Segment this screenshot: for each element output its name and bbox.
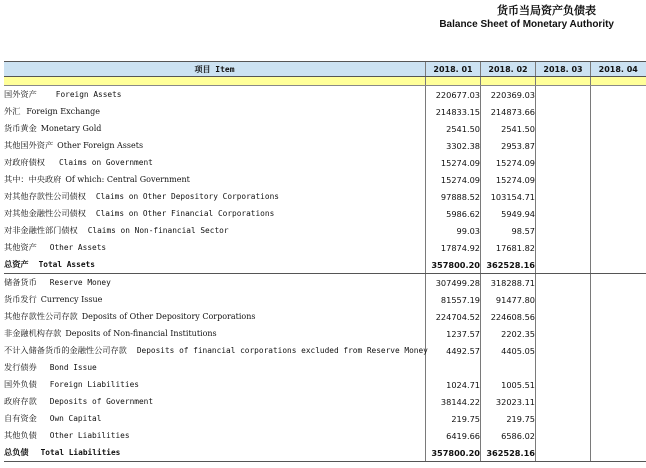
- table-row: [4, 325, 646, 342]
- row-label: [4, 86, 426, 104]
- value-cell-period-2: 224608.56: [481, 308, 536, 325]
- row-label: [4, 359, 426, 376]
- row-label-zh: 其中：中央政府: [4, 174, 62, 184]
- title-en: Balance Sheet of Monetary Authority: [439, 19, 614, 30]
- value-cell-period-2: 17681.82: [481, 239, 536, 256]
- row-label-en: Total Assets: [38, 260, 95, 269]
- value-cell-period-4: [591, 427, 646, 444]
- table-row: [4, 359, 646, 376]
- value-cell-period-4: [591, 120, 646, 137]
- value-cell-period-2: 91477.80: [481, 291, 536, 308]
- balance-sheet-table: [4, 61, 646, 462]
- row-label: [4, 427, 426, 444]
- value-cell-period-1: 224704.52: [426, 308, 481, 325]
- value-cell-period-1: 3302.38: [426, 137, 481, 154]
- row-label-en: Foreign Assets: [55, 90, 122, 99]
- row-label: [4, 239, 426, 256]
- value-cell-period-4: [591, 410, 646, 427]
- subheader-cell: [536, 77, 591, 86]
- row-label-zh: 其他负债: [4, 430, 37, 440]
- row-label: [4, 393, 426, 410]
- row-label: [4, 342, 426, 359]
- row-label-en: Deposits of financial corporations excluded from Reserve Money: [136, 346, 428, 355]
- value-cell-period-4: [591, 359, 646, 376]
- value-cell-period-4: [591, 205, 646, 222]
- value-cell-period-4: [591, 256, 646, 274]
- value-cell-period-1: [426, 359, 481, 376]
- value-cell-period-1: 1237.57: [426, 325, 481, 342]
- value-cell-period-2: 362528.16: [481, 444, 536, 462]
- row-label: [4, 222, 426, 239]
- value-cell-period-4: [591, 188, 646, 205]
- value-cell-period-2: 318288.71: [481, 274, 536, 292]
- value-cell-period-4: [591, 274, 646, 292]
- row-label-zh: 自有资金: [4, 413, 37, 423]
- row-label-zh: 储备货币: [4, 277, 37, 287]
- value-cell-period-1: 17874.92: [426, 239, 481, 256]
- value-cell-period-1: 5986.62: [426, 205, 481, 222]
- value-cell-period-4: [591, 325, 646, 342]
- value-cell-period-4: [591, 239, 646, 256]
- row-label-zh: 对非金融性部门债权: [4, 225, 78, 235]
- table-row: [4, 239, 646, 256]
- value-cell-period-4: [591, 86, 646, 104]
- value-cell-period-1: 219.75: [426, 410, 481, 427]
- subheader-band: [4, 77, 646, 86]
- title-zh: 货币当局资产负债表: [497, 4, 596, 17]
- value-cell-period-1: 357800.20: [426, 256, 481, 274]
- row-label-zh: 总负债: [4, 447, 29, 457]
- row-label-zh: 外汇: [4, 106, 21, 116]
- value-cell-period-1: 99.03: [426, 222, 481, 239]
- value-cell-period-3: [536, 103, 591, 120]
- value-cell-period-1: 81557.19: [426, 291, 481, 308]
- value-cell-period-2: [481, 359, 536, 376]
- value-cell-period-4: [591, 308, 646, 325]
- value-cell-period-2: 15274.09: [481, 171, 536, 188]
- value-cell-period-3: [536, 137, 591, 154]
- row-label: [4, 188, 426, 205]
- value-cell-period-1: 15274.09: [426, 171, 481, 188]
- row-label-zh: 其他存款性公司存款: [4, 311, 78, 321]
- row-label-en: Foreign Liabilities: [49, 380, 139, 389]
- value-cell-period-1: 1024.71: [426, 376, 481, 393]
- row-label-en: Bond Issue: [49, 363, 97, 372]
- value-cell-period-1: 307499.28: [426, 274, 481, 292]
- row-label-en: Other Liabilities: [49, 431, 130, 440]
- row-label-zh: 货币发行: [4, 294, 37, 304]
- value-cell-period-3: [536, 291, 591, 308]
- value-cell-period-3: [536, 154, 591, 171]
- table-row: [4, 291, 646, 308]
- row-label-en: Other Assets: [49, 243, 107, 252]
- item-column-header: 项目 Item: [4, 62, 426, 77]
- value-cell-period-3: [536, 205, 591, 222]
- value-cell-period-2: 2541.50: [481, 120, 536, 137]
- value-cell-period-4: [591, 137, 646, 154]
- table-row: [4, 103, 646, 120]
- row-label-en: Of which: Central Government: [65, 175, 190, 184]
- value-cell-period-3: [536, 308, 591, 325]
- value-cell-period-4: [591, 393, 646, 410]
- subheader-cell: [426, 77, 481, 86]
- row-label-en: Deposits of Government: [49, 397, 154, 406]
- row-label-zh: 发行债券: [4, 362, 37, 372]
- value-cell-period-1: 214833.15: [426, 103, 481, 120]
- value-cell-period-3: [536, 188, 591, 205]
- row-label-zh: 国外资产: [4, 89, 37, 99]
- row-label: [4, 444, 426, 462]
- row-label-en: Reserve Money: [49, 278, 111, 287]
- period-header-1: 2018. 01: [426, 62, 481, 77]
- value-cell-period-1: 220677.03: [426, 86, 481, 104]
- row-label: [4, 325, 426, 342]
- value-cell-period-3: [536, 239, 591, 256]
- value-cell-period-3: [536, 256, 591, 274]
- table-row: [4, 154, 646, 171]
- value-cell-period-3: [536, 86, 591, 104]
- table-row: [4, 137, 646, 154]
- subheader-cell: [4, 77, 426, 86]
- value-cell-period-2: 15274.09: [481, 154, 536, 171]
- period-header-2: 2018. 02: [481, 62, 536, 77]
- table-row: [4, 410, 646, 427]
- value-cell-period-4: [591, 291, 646, 308]
- value-cell-period-3: [536, 393, 591, 410]
- row-label: [4, 291, 426, 308]
- row-label-en: Other Foreign Assets: [57, 141, 144, 150]
- value-cell-period-2: 98.57: [481, 222, 536, 239]
- value-cell-period-3: [536, 410, 591, 427]
- period-header-4: 2018. 04: [591, 62, 646, 77]
- row-label: [4, 171, 426, 188]
- value-cell-period-4: [591, 154, 646, 171]
- row-label: [4, 137, 426, 154]
- table-row: [4, 86, 646, 104]
- row-label: [4, 205, 426, 222]
- row-label-zh: 不计入储备货币的金融性公司存款: [4, 345, 127, 355]
- period-header-3: 2018. 03: [536, 62, 591, 77]
- table-row: [4, 342, 646, 359]
- value-cell-period-2: 32023.11: [481, 393, 536, 410]
- value-cell-period-3: [536, 171, 591, 188]
- value-cell-period-4: [591, 444, 646, 462]
- value-cell-period-4: [591, 103, 646, 120]
- value-cell-period-1: 2541.50: [426, 120, 481, 137]
- value-cell-period-3: [536, 222, 591, 239]
- table-row: [4, 120, 646, 137]
- table-row: [4, 205, 646, 222]
- value-cell-period-2: 4405.05: [481, 342, 536, 359]
- value-cell-period-2: 219.75: [481, 410, 536, 427]
- table-row: [4, 444, 646, 462]
- table-row: [4, 188, 646, 205]
- value-cell-period-3: [536, 427, 591, 444]
- table-row: [4, 222, 646, 239]
- row-label-zh: 国外负债: [4, 379, 37, 389]
- row-label-en: Currency Issue: [40, 295, 103, 304]
- value-cell-period-4: [591, 376, 646, 393]
- value-cell-period-2: 1005.51: [481, 376, 536, 393]
- row-label-zh: 其他国外资产: [4, 140, 54, 150]
- row-label-zh: 其他资产: [4, 242, 37, 252]
- row-label: [4, 410, 426, 427]
- row-label-zh: 对其他存款性公司债权: [4, 191, 86, 201]
- value-cell-period-4: [591, 171, 646, 188]
- value-cell-period-3: [536, 342, 591, 359]
- row-label: [4, 120, 426, 137]
- row-label: [4, 103, 426, 120]
- row-label-zh: 非金融机构存款: [4, 328, 62, 338]
- row-label-en: Monetary Gold: [40, 124, 102, 133]
- value-cell-period-2: 362528.16: [481, 256, 536, 274]
- value-cell-period-2: 2953.87: [481, 137, 536, 154]
- value-cell-period-1: 38144.22: [426, 393, 481, 410]
- row-label-en: Claims on Other Depository Corporations: [95, 192, 279, 201]
- value-cell-period-1: 97888.52: [426, 188, 481, 205]
- table-row: [4, 376, 646, 393]
- table-row: [4, 256, 646, 274]
- value-cell-period-3: [536, 274, 591, 292]
- table-header-row: [4, 62, 646, 77]
- value-cell-period-1: 4492.57: [426, 342, 481, 359]
- row-label-zh: 总资产: [4, 259, 29, 269]
- row-label-zh: 货币黄金: [4, 123, 37, 133]
- report-title: [439, 4, 614, 31]
- table-row: [4, 427, 646, 444]
- value-cell-period-3: [536, 444, 591, 462]
- row-label: [4, 308, 426, 325]
- table-row: [4, 274, 646, 292]
- value-cell-period-3: [536, 325, 591, 342]
- value-cell-period-2: 6586.02: [481, 427, 536, 444]
- table-row: [4, 171, 646, 188]
- value-cell-period-4: [591, 342, 646, 359]
- table-row: [4, 308, 646, 325]
- row-label-en: Claims on Non-financial Sector: [87, 226, 229, 235]
- subheader-cell: [481, 77, 536, 86]
- subheader-cell: [591, 77, 646, 86]
- value-cell-period-2: 2202.35: [481, 325, 536, 342]
- value-cell-period-4: [591, 222, 646, 239]
- row-label-en: Deposits of Other Depository Corporations: [81, 312, 256, 321]
- value-cell-period-1: 15274.09: [426, 154, 481, 171]
- row-label-en: Claims on Government: [58, 158, 153, 167]
- row-label-en: Foreign Exchange: [26, 107, 101, 116]
- row-label: [4, 376, 426, 393]
- table-row: [4, 393, 646, 410]
- value-cell-period-3: [536, 359, 591, 376]
- value-cell-period-1: 6419.66: [426, 427, 481, 444]
- row-label: [4, 154, 426, 171]
- value-cell-period-2: 103154.71: [481, 188, 536, 205]
- row-label-en: Deposits of Non-financial Institutions: [65, 329, 217, 338]
- row-label-en: Claims on Other Financial Corporations: [95, 209, 275, 218]
- value-cell-period-2: 5949.94: [481, 205, 536, 222]
- row-label-en: Own Capital: [49, 414, 102, 423]
- row-label: [4, 274, 426, 292]
- value-cell-period-3: [536, 120, 591, 137]
- value-cell-period-2: 214873.66: [481, 103, 536, 120]
- row-label-zh: 对政府债权: [4, 157, 45, 167]
- value-cell-period-1: 357800.20: [426, 444, 481, 462]
- row-label-zh: 政府存款: [4, 396, 37, 406]
- row-label-en: Total Liabilities: [40, 448, 121, 457]
- value-cell-period-2: 220369.03: [481, 86, 536, 104]
- value-cell-period-3: [536, 376, 591, 393]
- row-label-zh: 对其他金融性公司债权: [4, 208, 86, 218]
- row-label: [4, 256, 426, 274]
